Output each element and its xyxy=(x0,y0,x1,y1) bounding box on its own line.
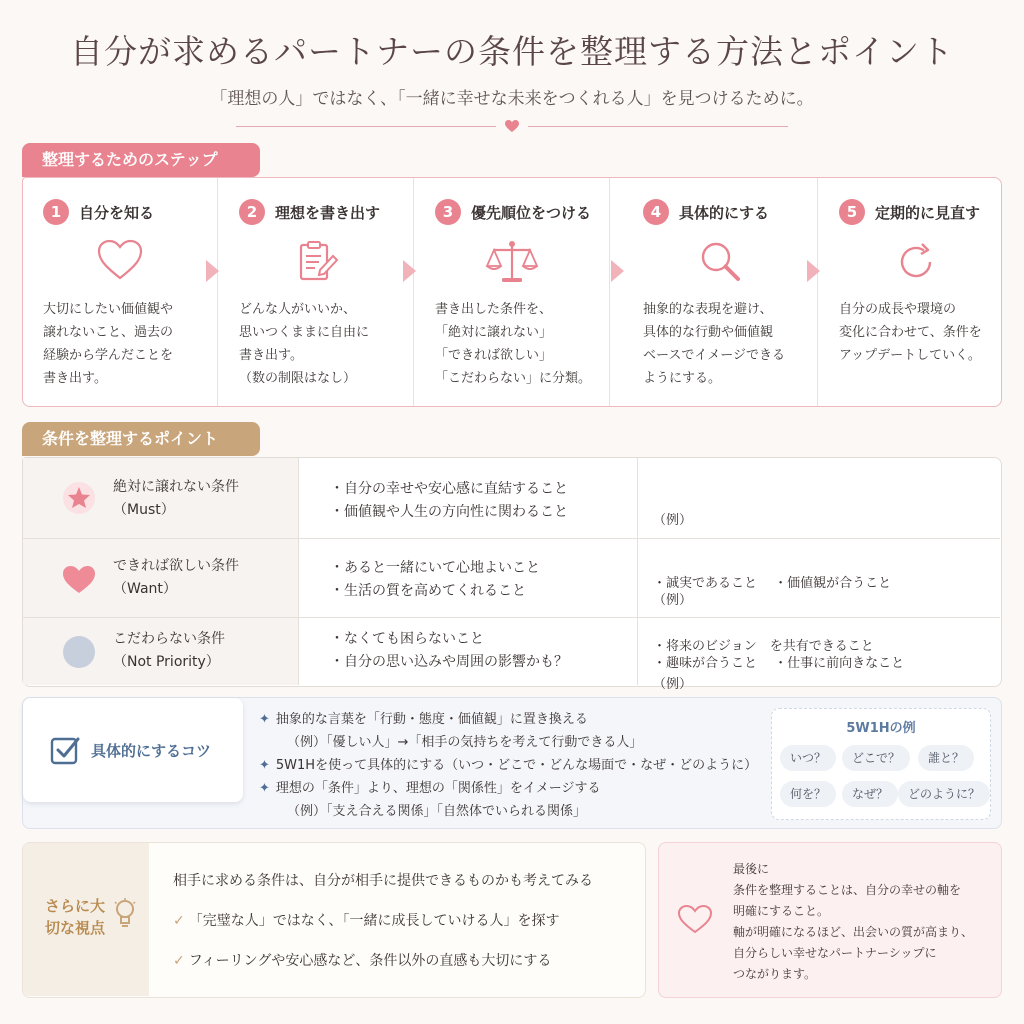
step-title: 具体的にする xyxy=(679,203,770,222)
w5h1-chip: 誰と？ xyxy=(918,745,974,771)
step-number: 1 xyxy=(43,199,69,225)
points-row-sublabel: （Want） xyxy=(113,581,177,597)
clipboard-pen-icon xyxy=(292,238,340,286)
step-desc-line: （数の制限はなし） xyxy=(239,371,357,386)
step-desc-line: ようにする。 xyxy=(643,371,722,386)
page-title: 自分が求めるパートナーの条件を整理する方法とポイント xyxy=(70,32,954,71)
w5h1-chip: なぜ？ xyxy=(842,781,898,807)
final-line: 最後に xyxy=(733,862,770,876)
tips-badge xyxy=(23,698,243,802)
points-row-label: できれば欲しい条件 xyxy=(113,558,239,574)
check-icon: ✓ xyxy=(173,953,185,969)
step-desc-line: 「できれば欲しい」 xyxy=(435,348,553,363)
points-row-sublabel: （Must） xyxy=(113,502,175,518)
points-item: ・生活の質を高めてくれること xyxy=(330,583,526,599)
w5h1-box xyxy=(771,708,991,820)
final-line: 自分らしい幸せなパートナーシップに xyxy=(733,946,937,960)
step-number: 4 xyxy=(643,199,669,225)
points-item: ・自分の思い込みや周囲の影響かも？ xyxy=(330,654,568,670)
scale-icon xyxy=(484,238,540,286)
tips-badge-label: 具体的にするコツ xyxy=(91,741,212,760)
step-desc-line: 自分の成長や環境の xyxy=(839,302,957,317)
points-example: （例） xyxy=(653,677,693,692)
points-table xyxy=(22,457,1002,692)
step-desc-line: 譲れないこと、過去の xyxy=(43,325,174,340)
steps-panel xyxy=(22,177,1002,407)
step-number: 3 xyxy=(435,199,461,225)
check-icon: ✓ xyxy=(173,913,185,929)
tips-item: 理想の「条件」より、理想の「関係性」をイメージする xyxy=(275,781,601,796)
hint-check-item: 「完璧な人」ではなく、「一緒に成長していける人」を探す xyxy=(188,913,560,929)
tips-item: 抽象的な言葉を「行動・態度・価値観」に置き換える xyxy=(275,712,588,727)
step-desc-line: 書き出す。 xyxy=(239,348,303,363)
points-example: ・趣味が合うこと ・仕事に前向きなこと xyxy=(653,656,905,671)
title-divider xyxy=(236,118,788,134)
hint-check-item: フィーリングや安心感など、条件以外の直感も大切にする xyxy=(188,953,552,969)
step-desc-line: 抽象的な表現を避け、 xyxy=(643,302,773,317)
step-desc-line: 変化に合わせて、条件を xyxy=(839,325,982,340)
step-3 xyxy=(415,178,609,406)
step-4 xyxy=(623,178,817,406)
points-row-label: こだわらない条件 xyxy=(113,631,225,647)
points-example: （例） xyxy=(653,593,693,608)
final-line: 明確にすること。 xyxy=(733,904,830,918)
page-subtitle: 「理想の人」ではなく、「一緒に幸せな未来をつくれる人」を見つけるために。 xyxy=(210,89,814,109)
points-item: ・あると一緒にいて心地よいこと xyxy=(330,560,540,576)
step-desc-line: 経験から学んだことを xyxy=(43,348,174,363)
step-desc-line: 大切にしたい価値観や xyxy=(43,302,174,317)
step-5 xyxy=(819,178,1013,406)
step-desc-line: アップデートしていく。 xyxy=(839,348,981,363)
lightbulb-icon xyxy=(113,898,137,932)
step-1 xyxy=(23,178,217,406)
step-desc-line: 書き出す。 xyxy=(43,371,107,386)
tips-item-example: （例）「優しい人」→「相手の気持ちを考えて行動できる人」 xyxy=(287,735,643,750)
step-number: 2 xyxy=(239,199,265,225)
tips-list xyxy=(259,708,769,823)
w5h1-chip: いつ？ xyxy=(780,745,836,771)
heart-icon xyxy=(61,561,97,597)
heart-outline-icon xyxy=(677,903,713,935)
step-title: 理想を書き出す xyxy=(275,203,381,222)
points-row-not-priority xyxy=(23,618,1000,692)
points-example: ・将来のビジョン を共有できること xyxy=(653,639,874,654)
points-item: ・価値観や人生の方向性に関わること xyxy=(330,504,568,520)
final-line: 軸が明確になるほど、出会いの質が高まり、 xyxy=(733,925,974,939)
refresh-icon xyxy=(892,238,940,286)
step-title: 優先順位をつける xyxy=(471,203,592,222)
hint-label: さらに大切な視点 xyxy=(45,897,106,937)
circle-icon xyxy=(61,634,97,670)
divider-heart-icon xyxy=(504,118,520,134)
points-section-label: 条件を整理するポイント xyxy=(22,422,260,456)
step-2 xyxy=(219,178,413,406)
w5h1-chip: 何を？ xyxy=(780,781,836,807)
step-number: 5 xyxy=(839,199,865,225)
points-row-sublabel: （Not Priority） xyxy=(113,654,220,670)
heart-outline-icon xyxy=(96,238,144,282)
sparkle-icon: ✦ xyxy=(259,758,270,773)
final-line: 条件を整理することは、自分の幸せの軸を xyxy=(733,883,962,897)
final-line: つながります。 xyxy=(733,967,817,981)
sparkle-icon: ✦ xyxy=(259,781,270,796)
step-desc-line: 「絶対に譲れない」 xyxy=(435,325,553,340)
step-title: 自分を知る xyxy=(79,203,155,222)
step-desc-line: 具体的な行動や価値観 xyxy=(643,325,774,340)
hint-lead: 相手に求める条件は、自分が相手に提供できるものかも考えてみる xyxy=(173,873,593,889)
final-message-panel xyxy=(658,842,1002,998)
tips-item: 5W1Hを使って具体的にする（いつ・どこで・どんな場面で・なぜ・どのように） xyxy=(275,758,758,773)
step-desc-line: ベースでイメージできる xyxy=(643,348,785,363)
step-desc-line: どんな人がいいか、 xyxy=(239,302,357,317)
points-row-label: 絶対に譲れない条件 xyxy=(113,479,239,495)
points-item: ・なくても困らないこと xyxy=(330,631,484,647)
checkbox-icon xyxy=(49,734,81,766)
star-icon xyxy=(61,480,97,516)
hint-panel xyxy=(22,842,646,998)
tips-item-example: （例）「支え合える関係」「自然体でいられる関係」 xyxy=(287,804,587,819)
step-desc-line: 「こだわらない」に分類。 xyxy=(435,371,592,386)
step-desc-line: 思いつくままに自由に xyxy=(239,325,370,340)
tips-panel xyxy=(22,697,1002,829)
w5h1-chip: どのように？ xyxy=(898,781,990,807)
points-example: ・誠実であること ・価値観が合うこと xyxy=(653,576,892,591)
magnifier-icon xyxy=(696,238,744,286)
sparkle-icon: ✦ xyxy=(259,712,270,727)
w5h1-chip: どこで？ xyxy=(842,745,910,771)
step-title: 定期的に見直す xyxy=(875,203,981,222)
steps-section-label: 整理するためのステップ xyxy=(22,143,260,177)
points-example: （例） xyxy=(653,513,693,528)
step-desc-line: 書き出した条件を、 xyxy=(435,302,553,317)
w5h1-title: 5W1Hの例 xyxy=(846,721,916,736)
points-item: ・自分の幸せや安心感に直結すること xyxy=(330,481,568,497)
step-arrow-icon xyxy=(206,260,219,282)
